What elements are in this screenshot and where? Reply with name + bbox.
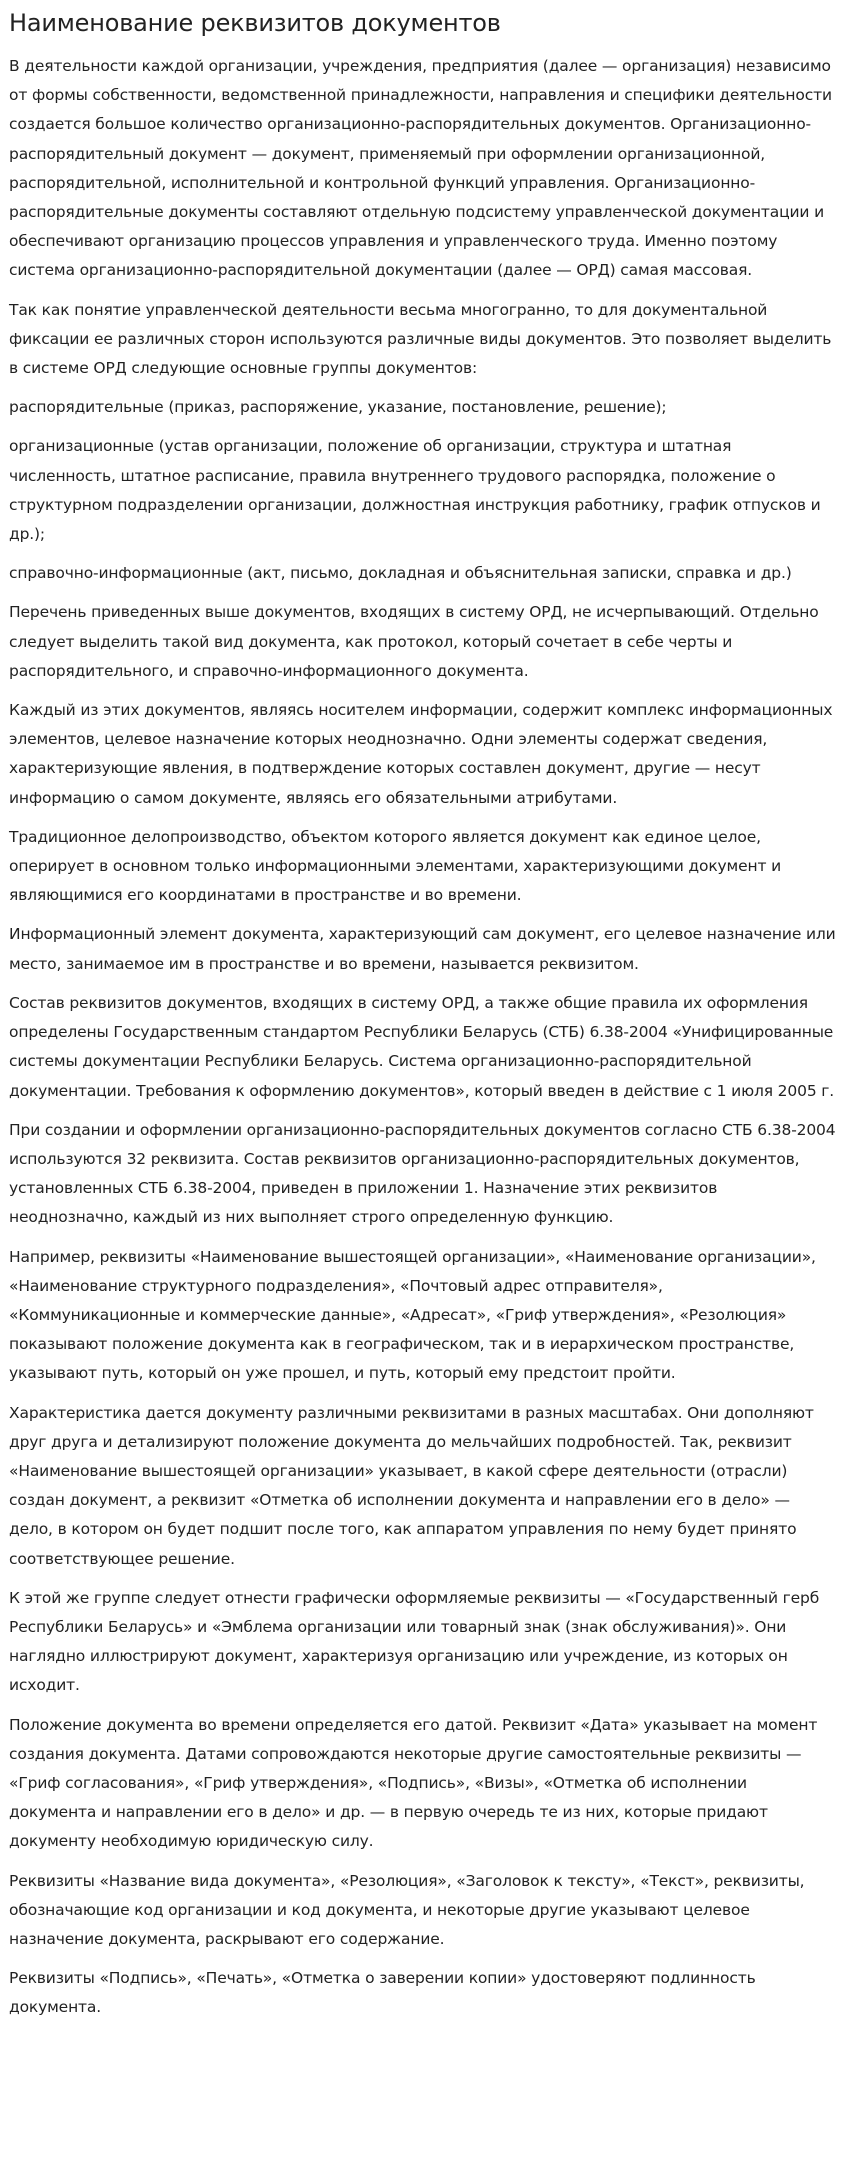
paragraph-characteristics: Характеристика дается документу различными реквизитами в разных масштабах. Они дополняют друг друга и детализируют положение документа до мельчайших подробностей. Так, реквизит «Наименование вышестоящей организации» указывает, в какой сфере деятельности (отрасли) создан документ, а реквизит «Отметка об исполнении документа и направлении его в дело» — дело, в котором он будет подшит после того, как аппаратом управления по нему будет принято соответствующее решение. (9, 1403, 814, 1568)
paragraph-standard: Состав реквизитов документов, входящих в систему ОРД, а также общие правила их оформления определены Государственным стандартом Республики Беларусь (СТБ) 6.38-2004 «Унифицированные системы документации Республики Беларусь. Система организационно-распорядительной документации. Требования к оформлению документов», который введен в действие с 1 июля 2005 г. (9, 993, 835, 1100)
list-item-administrative: распорядительные (приказ, распоряжение, указание, постановление, решение); (9, 398, 667, 417)
list-item-organizational: организационные (устав организации, положение об организации, структура и штатная численность, штатное расписание, правила внутреннего трудового распорядка, положение о структурном подразделении организации, должностная инструкция работнику, график отпусков и др.); (9, 437, 821, 544)
list-item-reference: справочно-информационные (акт, письмо, докладная и объяснительная записки, справка и др.) (9, 564, 792, 583)
paragraph-authenticity: Реквизиты «Подпись», «Печать», «Отметка о заверении копии» удостоверяют подлинность документа. (9, 1969, 756, 2017)
paragraph-information-elements: Каждый из этих документов, являясь носителем информации, содержит комплекс информационных элементов, целевое назначение которых неоднозначно. Одни элементы содержат сведения, характеризующие явления, в подтверждение которых составлен документ, другие — несут информацию о самом документе, являясь его обязательными атрибутами. (9, 701, 833, 807)
paragraph-intro: В деятельности каждой организации, учреждения, предприятия (далее — организация) независимо от формы собственности, ведомственной принадлежности, направления и специфики деятельности создается большое количество организационно-распорядительных документов. Организационно-распорядительный документ — документ, применяемый при оформлении организационной, распорядительной, исполнительной и контрольной функций управления. Организационно-распорядительные документы составляют отдельную подсистему управленческой документации и обеспечивают организацию процессов управления и управленческого труда. Именно поэтому система организационно-распорядительной документации (далее — ОРД) самая массовая. (9, 57, 832, 280)
paragraph-requisite-definition: Информационный элемент документа, характеризующий сам документ, его целевое назначение или место, занимаемое им в пространстве и во времени, называется реквизитом. (9, 925, 836, 973)
paragraph-graphic-requisites: К этой же группе следует отнести графически оформляемые реквизиты — «Государственный герб Республики Беларусь» и «Эмблема организации или товарный знак (знак обслуживания)». Они наглядно иллюстрируют документ, характеризуя организацию или учреждение, из которых он исходит. (9, 1588, 820, 1695)
paragraph-32-requisites: При создании и оформлении организационно-распорядительных документов согласно СТБ 6.38-2004 используются 32 реквизита. Состав реквизитов организационно-распорядительных документов, установленных СТБ 6.38-2004, приведен в приложении 1. Назначение этих реквизитов неоднозначно, каждый из них выполняет строго определенную функцию. (9, 1120, 836, 1227)
paragraph-groups-intro: Так как понятие управленческой деятельности весьма многогранно, то для документальной фиксации ее различных сторон используются различные виды документов. Это позволяет выделить в системе ОРД следующие основные группы документов: (9, 300, 832, 378)
page-title: Наименование реквизитов документов (9, 9, 501, 37)
paragraph-date: Положение документа во времени определяется его датой. Реквизит «Дата» указывает на момент создания документа. Датами сопровождаются некоторые другие самостоятельные реквизиты — «Гриф согласования», «Гриф утверждения», «Подпись», «Визы», «Отметка об исполнении документа и направлении его в дело» и др. — в первую очередь те из них, которые придают документу необходимую юридическую силу. (9, 1715, 818, 1851)
paragraph-example: Например, реквизиты «Наименование вышестоящей организации», «Наименование организации», «Наименование структурного подразделения», «Почтовый адрес отправителя», «Коммуникационные и коммерческие данные», «Адресат», «Гриф утверждения», «Резолюция» показывают положение документа как в географическом, так и в иерархическом пространстве, указывают путь, который он уже прошел, и путь, который ему предстоит пройти. (9, 1247, 816, 1383)
article-body (9, 52, 838, 2023)
paragraph-record-keeping: Традиционное делопроизводство, объектом которого является документ как единое целое, оперирует в основном только информационными элементами, характеризующими документ и являющимися его координатами в пространстве и во времени. (9, 827, 782, 905)
paragraph-content-requisites: Реквизиты «Название вида документа», «Резолюция», «Заголовок к тексту», «Текст», реквизиты, обозначающие код организации и код документа, и некоторые другие указывают целевое назначение документа, раскрывают его содержание. (9, 1871, 805, 1948)
paragraph-protocol: Перечень приведенных выше документов, входящих в систему ОРД, не исчерпывающий. Отдельно следует выделить такой вид документа, как протокол, который сочетает в себе черты и распорядительного, и справочно-информационного документа. (9, 603, 819, 680)
